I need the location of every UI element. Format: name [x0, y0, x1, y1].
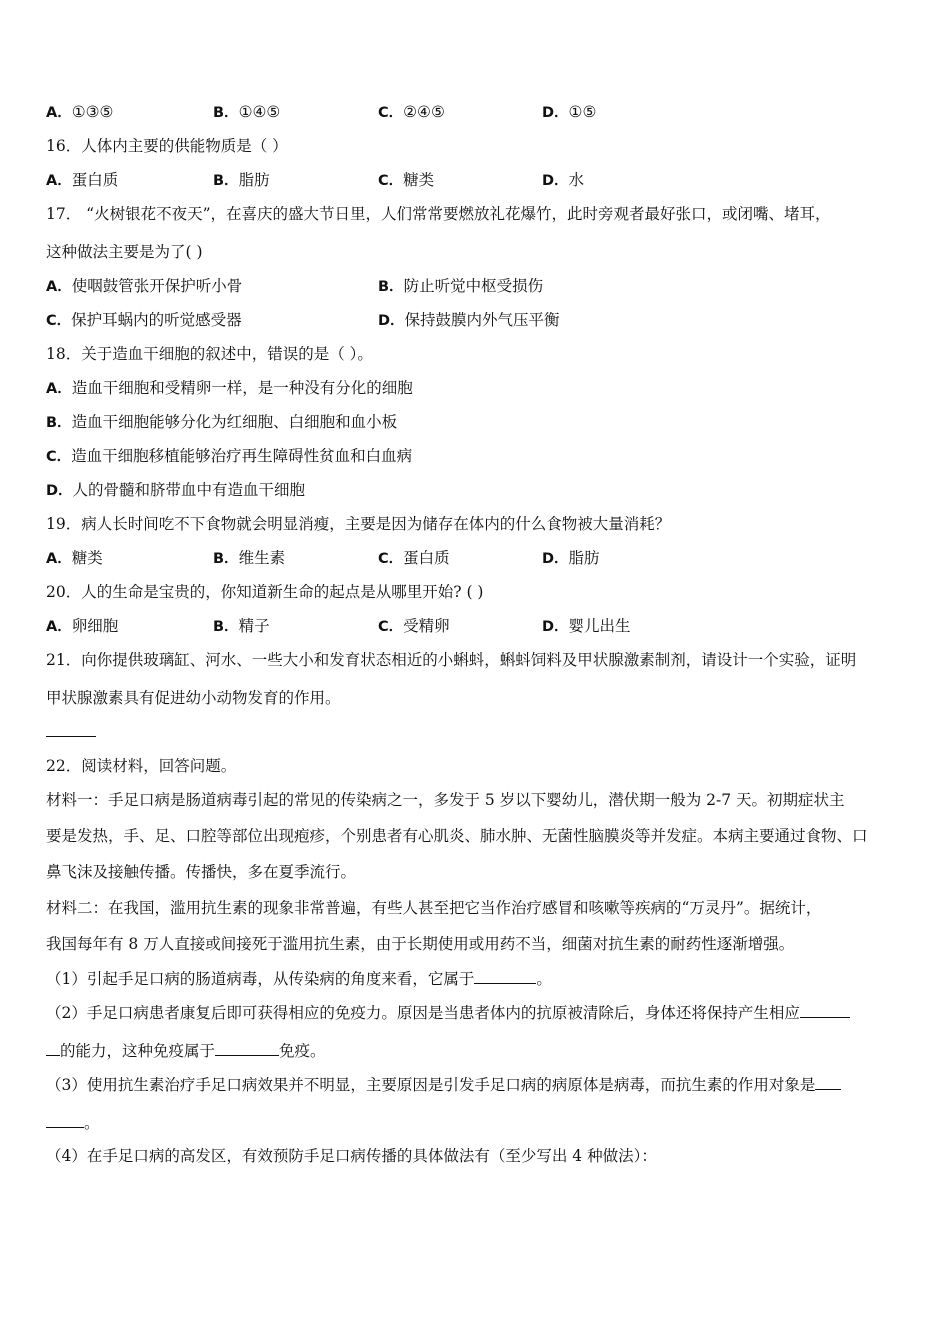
q18-option-c[interactable]: C．造血干细胞移植能够治疗再生障碍性贫血和白血病 [46, 447, 413, 465]
q21-stem-line1: 21．向你提供玻璃缸、河水、一些大小和发育状态相近的小蝌蚪，蝌蚪饲料及甲状腺激素制剂，请设计一个实验，证明 [46, 651, 857, 669]
q16-option-d[interactable]: D．水 [542, 171, 585, 189]
q16-stem: 16．人体内主要的供能物质是（ ） [46, 137, 288, 155]
q20-option-d[interactable]: D．婴儿出生 [542, 617, 631, 635]
q22-sub2-text2: 的能力，这种免疫属于 [60, 1042, 216, 1060]
q20-options [46, 616, 910, 636]
q18-option-b[interactable]: B．造血干细胞能够分化为红细胞、白细胞和血小板 [46, 413, 398, 431]
q22-sub2-blank2[interactable] [215, 1040, 279, 1056]
q15-option-b[interactable]: B．①④⑤ [213, 103, 281, 121]
q22-sub2-text: （2）手足口病患者康复后即可获得相应的免疫力。原因是当患者体内的抗原被清除后，身体还将保持产生相应 [46, 1004, 800, 1022]
q22-sub1-end: 。 [536, 970, 552, 988]
q15-option-a[interactable]: A．①③⑤ [46, 103, 114, 121]
q22-sub3-end: 。 [84, 1114, 100, 1132]
q17-options-row1 [46, 276, 910, 296]
q22-sub3-line2 [46, 1112, 910, 1133]
q19-option-b[interactable]: B．维生素 [213, 549, 286, 567]
q21-stem-line2: 甲状腺激素具有促进幼小动物发育的作用。 [46, 689, 341, 707]
q17-stem-line1: 17． “火树银花不夜天”，在喜庆的盛大节日里，人们常常要燃放礼花爆竹，此时旁观者最好张口，或闭嘴、堵耳， [46, 205, 831, 223]
q22-sub2-blank1-start[interactable] [800, 1002, 850, 1018]
q19-option-a[interactable]: A．糖类 [46, 549, 103, 567]
q22-material1-line2: 要是发热，手、足、口腔等部位出现疱疹，个别患者有心肌炎、肺水肿、无菌性脑膜炎等并发症。本病主要通过食物、口 [46, 827, 868, 845]
q15-options [46, 102, 910, 122]
q17-option-c[interactable]: C．保护耳蜗内的听觉感受器 [46, 311, 242, 329]
q15-option-d[interactable]: D．①⑤ [542, 103, 597, 121]
q18-option-d[interactable]: D．人的骨髓和脐带血中有造血干细胞 [46, 481, 306, 499]
q15-option-c[interactable]: C．②④⑤ [378, 103, 445, 121]
q16-option-b[interactable]: B．脂肪 [213, 171, 270, 189]
q22-material1-line1: 材料一：手足口病是肠道病毒引起的常见的传染病之一，多发于 5 岁以下婴幼儿，潜伏期一般为 2-7 天。初期症状主 [46, 791, 845, 809]
q17-option-b[interactable]: B．防止听觉中枢受损伤 [378, 277, 544, 295]
q22-sub1 [46, 968, 910, 989]
q17-stem-line2: 这种做法主要是为了( ) [46, 243, 203, 261]
q16-option-a[interactable]: A．蛋白质 [46, 171, 119, 189]
q22-material1-line3: 鼻飞沫及接触传播。传播快，多在夏季流行。 [46, 863, 357, 881]
q20-option-a[interactable]: A．卵细胞 [46, 617, 119, 635]
q17-option-a[interactable]: A．使咽鼓管张开保护听小骨 [46, 277, 243, 295]
q22-sub1-blank[interactable] [474, 968, 536, 984]
q22-material2-line1: 材料二：在我国，滥用抗生素的现象非常普遍，有些人甚至把它当作治疗感冒和咳嗽等疾病的“万灵丹”。据统计， [46, 899, 822, 917]
q16-option-c[interactable]: C．糖类 [378, 171, 435, 189]
q22-sub1-text: （1）引起手足口病的肠道病毒，从传染病的角度来看，它属于 [46, 970, 475, 988]
q22-sub3-line1 [46, 1074, 910, 1095]
q19-option-d[interactable]: D．脂肪 [542, 549, 600, 567]
q17-options-row2 [46, 310, 910, 330]
q22-sub2-end: 免疫。 [279, 1042, 326, 1060]
q19-options [46, 548, 910, 568]
q22-sub3-blank-end[interactable] [46, 1112, 84, 1128]
q20-option-b[interactable]: B．精子 [213, 617, 270, 635]
q21-answer-blank[interactable] [46, 736, 96, 737]
q19-option-c[interactable]: C．蛋白质 [378, 549, 450, 567]
q20-option-c[interactable]: C．受精卵 [378, 617, 450, 635]
q18-stem: 18．关于造血干细胞的叙述中，错误的是（ ）。 [46, 345, 373, 363]
q22-sub4: （4）在手足口病的高发区，有效预防手足口病传播的具体做法有（至少写出 4 种做法）： [46, 1147, 657, 1165]
q22-sub3-text: （3）使用抗生素治疗手足口病效果并不明显，主要原因是引发手足口病的病原体是病毒，而抗生素的作用对象是 [46, 1076, 816, 1094]
q22-sub2-blank1-end[interactable] [46, 1040, 60, 1056]
q20-stem: 20．人的生命是宝贵的，你知道新生命的起点是从哪里开始? ( ) [46, 583, 484, 601]
q22-material2-line2: 我国每年有 8 万人直接或间接死于滥用抗生素，由于长期使用或用药不当，细菌对抗生素的耐药性逐渐增强。 [46, 935, 795, 953]
q22-sub2-line2 [46, 1040, 910, 1061]
q22-stem: 22．阅读材料，回答问题。 [46, 757, 237, 775]
q18-option-a[interactable]: A．造血干细胞和受精卵一样，是一种没有分化的细胞 [46, 379, 413, 397]
q22-sub3-blank-start[interactable] [815, 1074, 841, 1090]
q22-sub2-line1 [46, 1002, 910, 1023]
q19-stem: 19．病人长时间吃不下食物就会明显消瘦，主要是因为储存在体内的什么食物被大量消耗？ [46, 515, 671, 533]
q17-option-d[interactable]: D．保持鼓膜内外气压平衡 [378, 311, 560, 329]
q16-options [46, 170, 910, 190]
